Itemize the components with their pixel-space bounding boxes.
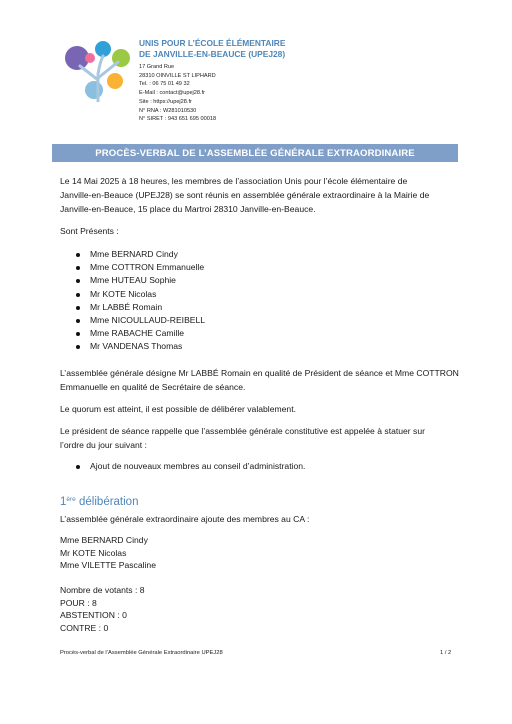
- list-item: Mr KOTE Nicolas: [76, 288, 205, 301]
- org-name-line2: DE JANVILLE-EN-BEAUCE (UPEJ28): [139, 49, 286, 59]
- logo-circle: [107, 73, 123, 89]
- page-number: 1 / 2: [440, 650, 452, 656]
- list-item: Mme NICOULLAUD-REIBELL: [76, 314, 205, 327]
- association-logo: [62, 36, 134, 102]
- vote-for: POUR : 8: [60, 597, 97, 608]
- rna-number: N° RNA : W281010530: [139, 107, 197, 114]
- list-item: Mr LABBÉ Romain: [76, 301, 205, 314]
- vote-count: Nombre de votants : 8: [60, 585, 145, 595]
- list-item: Mme RABACHE Camille: [76, 327, 205, 340]
- member-name: Mme BERNARD Cindy: [60, 535, 148, 545]
- intro-line: Janville-en-Beauce (UPEJ28) se sont réunis en assemblée générale extraordinaire à la Mairie de: [60, 190, 430, 200]
- member-name: Mme VILETTE Pascaline: [60, 560, 156, 570]
- vote-against: CONTRE : 0: [60, 622, 109, 633]
- email: E-Mail : contact@upej28.fr: [139, 90, 205, 97]
- deliberation-statement: L’assemblée générale extraordinaire ajoute des membres au CA :: [60, 514, 310, 524]
- new-members: [60, 534, 460, 572]
- siret-number: N° SIRET : 943 651 695 00018: [139, 116, 217, 123]
- list-item: Mr VANDENAS Thomas: [76, 340, 205, 353]
- list-item: Mme HUTEAU Sophie: [76, 274, 205, 287]
- association-header: [139, 38, 359, 124]
- designation-line: Emmanuelle en qualité de Secrétaire de séance.: [60, 382, 246, 392]
- deliberation-word: délibération: [79, 496, 139, 508]
- website: Site : https://upej28.fr: [139, 98, 192, 105]
- list-item: Mme BERNARD Cindy: [76, 248, 205, 261]
- quorum-statement: Le quorum est atteint, il est possible de délibérer valablement.: [60, 404, 296, 414]
- deliberation-number: 1: [60, 496, 67, 508]
- deliberation-ordinal: ère: [66, 496, 76, 503]
- intro-line: Le 14 Mai 2025 à 18 heures, les membres de l’association Unis pour l’école élémentaire de: [60, 176, 408, 186]
- vote-results: [60, 584, 460, 634]
- logo-circle: [85, 53, 95, 63]
- designation-line: L’assemblée générale désigne Mr LABBÉ Romain en qualité de Président de séance et Mme COTTRON: [60, 368, 459, 378]
- agenda-list: [76, 460, 305, 473]
- vote-abstention: ABSTENTION : 0: [60, 610, 127, 620]
- intro-line: Janville-en-Beauce, 15 place du Martroi 28310 Janville-en-Beauce.: [60, 204, 316, 214]
- logo-circle: [85, 81, 103, 99]
- footer-title: Procès-verbal de l’Assemblée Générale Extraordinaire UPEJ28: [60, 650, 223, 656]
- address-city: 28310 OINVILLE ST LIPHARD: [139, 72, 216, 79]
- member-name: Mr KOTE Nicolas: [60, 547, 127, 558]
- phone: Tel. : 06 75 01 49 32: [139, 81, 190, 88]
- address-street: 17 Grand Rue: [139, 64, 175, 70]
- present-list: [76, 248, 205, 354]
- agenda-item: Ajout de nouveaux membres au conseil d’administration.: [76, 460, 305, 473]
- deliberation-heading: [60, 496, 138, 508]
- present-label: Sont Présents :: [60, 226, 119, 236]
- org-name-line1: UNIS POUR L’ÉCOLE ÉLÉMENTAIRE: [139, 38, 286, 48]
- agenda-intro-line: Le président de séance rappelle que l’assemblée générale constitutive est appelée à statuer sur: [60, 426, 425, 436]
- document-title: PROCÈS-VERBAL DE L’ASSEMBLÉE GÉNÉRALE EXTRAORDINAIRE: [52, 144, 458, 162]
- list-item: Mme COTTRON Emmanuelle: [76, 261, 205, 274]
- agenda-intro-line: l’ordre du jour suivant :: [60, 440, 147, 450]
